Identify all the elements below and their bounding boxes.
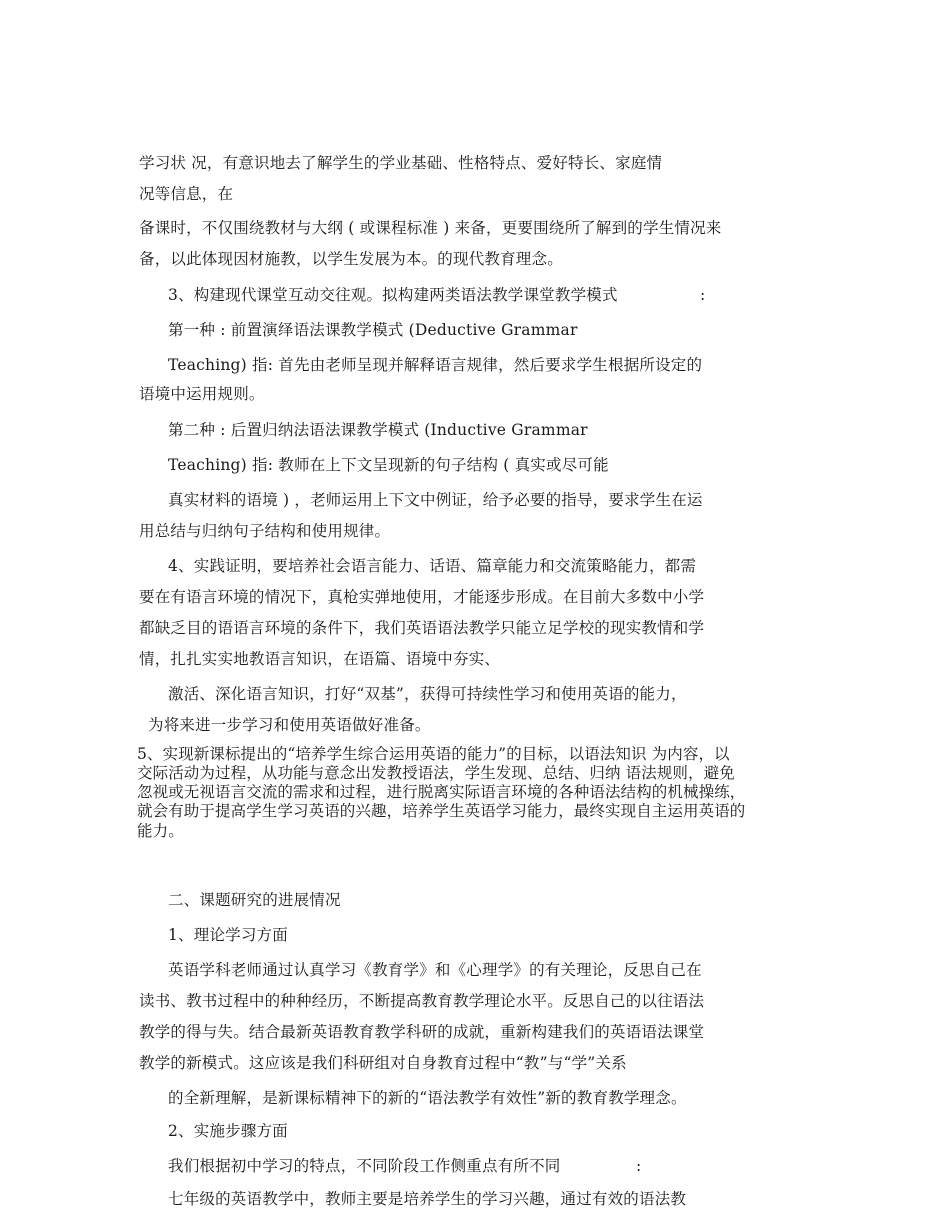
subsection-heading: 1、理论学习方面 — [168, 926, 288, 944]
text-line-colon: : — [700, 286, 706, 304]
text-line: 教学的新模式。这应该是我们科研组对自身教育过程中“教”与“学”关系 — [139, 1054, 627, 1072]
text-line: 读书、教书过程中的种种经历，不断提高教育教学理论水平。反思自己的以往语法 — [139, 992, 705, 1010]
text-line: 真实材料的语境 ) ，老师运用上下文中例证，给予必要的指导，要求学生在运 — [168, 491, 703, 509]
text-line: 我们根据初中学习的特点，不同阶段工作侧重点有所不同 — [168, 1157, 561, 1175]
text-line: 就会有助于提高学生学习英语的兴趣，培养学生英语学习能力，最终实现自主运用英语的 — [137, 802, 746, 820]
text-line: 况等信息，在 — [139, 185, 234, 203]
text-line: 忽视或无视语言交流的需求和过程，进行脱离实际语言环境的各种语法结构的机械操练， — [137, 783, 746, 801]
text-line: 情，扎扎实实地教语言知识，在语篇、语境中夯实、 — [139, 650, 501, 668]
text-line: 第二种 : 后置归纳法语法课教学模式 (Inductive Grammar — [168, 421, 588, 439]
text-line: 用总结与归纳句子结构和使用规律。 — [139, 522, 391, 540]
text-line: 都缺乏目的语语言环境的条件下，我们英语语法教学只能立足学校的现实教情和学 — [139, 619, 705, 637]
text-line: Teaching) 指: 首先由老师呈现并解释语言规律，然后要求学生根据所设定的 — [168, 356, 703, 374]
text-line-colon: : — [636, 1157, 642, 1175]
text-line: 学习状 况，有意识地去了解学生的学业基础、性格特点、爱好特长、家庭情 — [139, 154, 663, 172]
text-line: 激活、深化语言知识，打好“双基”，获得可持续性学习和使用英语的能力， — [168, 685, 687, 703]
text-line: 为将来进一步学习和使用英语做好准备。 — [148, 716, 431, 734]
text-line: 教学的得与失。结合最新英语教育教学科研的成就，重新构建我们的英语语法课堂 — [139, 1023, 705, 1041]
text-line: 4、实践证明，要培养社会语言能力、话语、篇章能力和交流策略能力，都需 — [168, 557, 697, 575]
text-line: 5、实现新课标提出的“培养学生综合运用英语的能力”的目标，以语法知识 为内容，以 — [137, 745, 730, 763]
text-line: 七年级的英语教学中，教师主要是培养学生的学习兴趣，通过有效的语法教 — [168, 1190, 687, 1208]
text-line: 能力。 — [137, 822, 184, 840]
text-line: 英语学科老师通过认真学习《教育学》和《心理学》的有关理论，反思自己在 — [168, 961, 702, 979]
text-line: 第一种 : 前置演绎语法课教学模式 (Deductive Grammar — [168, 321, 578, 339]
text-line: 备，以此体现因材施教，以学生发展为本。的现代教育理念。 — [139, 250, 563, 268]
text-line: 语境中运用规则。 — [139, 385, 265, 403]
text-line: 交际活动为过程，从功能与意念出发教授语法，学生发现、总结、归纳 语法规则，避免 — [137, 764, 735, 782]
text-line: 备课时，不仅围绕教材与大纲 ( 或课程标准 ) 来备，更要围绕所了解到的学生情况来 — [139, 219, 722, 237]
text-line: 的全新理解，是新课标精神下的新的“语法教学有效性”新的教育教学理念。 — [168, 1089, 687, 1107]
text-line: 要在有语言环境的情况下，真枪实弹地使用，才能逐步形成。在目前大多数中小学 — [139, 588, 705, 606]
text-line: Teaching) 指: 教师在上下文呈现新的句子结构 ( 真实或尽可能 — [168, 456, 609, 474]
section-heading: 二、课题研究的进展情况 — [168, 891, 341, 909]
subsection-heading: 2、实施步骤方面 — [168, 1122, 288, 1140]
text-line: 3、构建现代课堂互动交往观。拟构建两类语法教学课堂教学模式 — [168, 286, 618, 304]
